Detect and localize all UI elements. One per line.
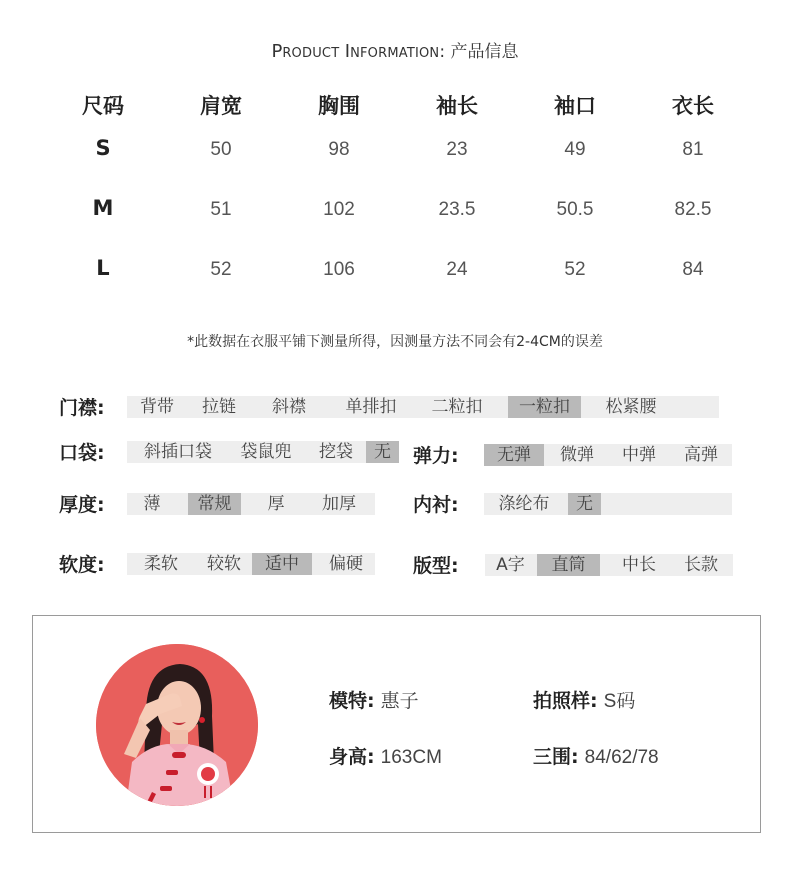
size-table-header-row [44, 90, 752, 120]
table-cell: 23 [446, 139, 468, 160]
sample-size-field [533, 686, 635, 713]
option-pocket-selected: 无 [366, 441, 399, 463]
attr-lining [413, 493, 732, 515]
option-fit: 长款 [684, 555, 718, 575]
option-lining-selected: 无 [568, 493, 601, 515]
option-pocket: 袋鼠兜 [240, 442, 292, 462]
model-avatar [96, 644, 258, 806]
attr-label: 弹力: [413, 445, 459, 467]
header-cuff: 袖口 [554, 94, 596, 118]
table-cell: 23.5 [438, 199, 476, 220]
option-softness: 柔软 [144, 554, 178, 574]
model-measurements-value: 84/62/78 [584, 747, 659, 768]
header-chest: 胸围 [318, 94, 360, 118]
measurement-note: *此数据在衣服平铺下测量所得，因测量方法不同会有2-4CM的误差 [187, 334, 603, 350]
option-softness: 较软 [207, 554, 241, 574]
table-cell: 82.5 [674, 199, 712, 220]
header-length: 衣长 [672, 94, 714, 118]
option-elasticity: 微弹 [560, 445, 594, 465]
attr-pocket [59, 441, 399, 463]
model-photo-illustration [96, 644, 258, 806]
table-cell: 49 [564, 139, 586, 160]
table-cell: 106 [323, 259, 355, 280]
attr-elasticity [413, 444, 732, 466]
attr-label: 口袋: [59, 442, 105, 464]
title-word-roduct: RODUCT [282, 46, 340, 61]
model-height-field [329, 742, 442, 769]
table-cell: 84 [682, 259, 704, 280]
option-fit-selected: 直筒 [537, 554, 600, 576]
option-placket: 拉链 [202, 397, 236, 417]
option-pocket: 斜插口袋 [144, 442, 212, 462]
table-row [44, 136, 752, 166]
attr-label: 内衬: [413, 494, 459, 516]
model-name-value: 惠子 [380, 691, 419, 712]
table-cell: 24 [446, 259, 468, 280]
option-lining: 涤纶布 [498, 494, 550, 514]
title-chinese: 产品信息 [450, 42, 519, 62]
sample-size-label: 拍照样: [533, 690, 598, 712]
table-cell: 102 [323, 199, 355, 220]
option-elasticity: 高弹 [684, 445, 718, 465]
option-placket: 二粒扣 [431, 397, 483, 417]
option-thickness: 薄 [143, 494, 161, 514]
option-placket: 单排扣 [345, 397, 397, 417]
option-elasticity: 中弹 [622, 445, 656, 465]
attr-fit [413, 554, 733, 576]
table-cell: 52 [210, 259, 232, 280]
option-thickness-selected: 常规 [188, 493, 241, 515]
header-sleeve-length: 袖长 [436, 94, 478, 118]
table-row [44, 196, 752, 226]
attr-placket [59, 396, 719, 418]
option-thickness: 加厚 [322, 494, 356, 514]
option-placket-selected: 一粒扣 [508, 396, 581, 418]
option-pocket: 挖袋 [319, 442, 353, 462]
table-cell: 81 [682, 139, 704, 160]
model-height-label: 身高: [329, 746, 375, 768]
model-measurements-label: 三围: [533, 746, 579, 768]
model-height-value: 163CM [380, 747, 442, 768]
table-cell: 50.5 [556, 199, 594, 220]
table-row [44, 256, 752, 286]
table-cell: 98 [328, 139, 350, 160]
option-elasticity-selected: 无弹 [484, 444, 544, 466]
option-placket: 斜襟 [272, 397, 306, 417]
attr-label: 门襟: [59, 397, 105, 419]
option-placket: 松紧腰 [605, 397, 657, 417]
row-size-label: S [95, 136, 111, 160]
model-name-label: 模特: [329, 690, 375, 712]
page-title [0, 37, 790, 62]
attr-thickness [59, 493, 375, 515]
attr-label: 版型: [413, 555, 459, 577]
attr-softness [59, 553, 375, 575]
option-fit: A字 [496, 555, 525, 575]
table-cell: 52 [564, 259, 586, 280]
attr-label: 软度: [59, 554, 105, 576]
model-info-box [32, 615, 761, 833]
title-separator: : [439, 42, 446, 62]
table-cell: 51 [210, 199, 232, 220]
attr-label: 厚度: [59, 494, 105, 516]
row-size-label: L [96, 256, 110, 280]
option-softness-selected: 适中 [252, 553, 312, 575]
row-size-label: M [92, 196, 114, 220]
sample-size-value: S码 [603, 691, 636, 712]
title-letter-i: I [344, 41, 351, 62]
model-measurements-field [533, 742, 659, 769]
option-fit: 中长 [622, 555, 656, 575]
option-placket: 背带 [140, 397, 174, 417]
title-letter-p: P [271, 41, 283, 62]
option-softness: 偏硬 [329, 554, 363, 574]
table-cell: 50 [210, 139, 232, 160]
option-thickness: 厚 [267, 494, 285, 514]
model-name-field [329, 686, 419, 713]
header-shoulder: 肩宽 [200, 94, 242, 118]
title-word-nformation: NFORMATION [350, 46, 440, 61]
header-size: 尺码 [82, 94, 124, 118]
